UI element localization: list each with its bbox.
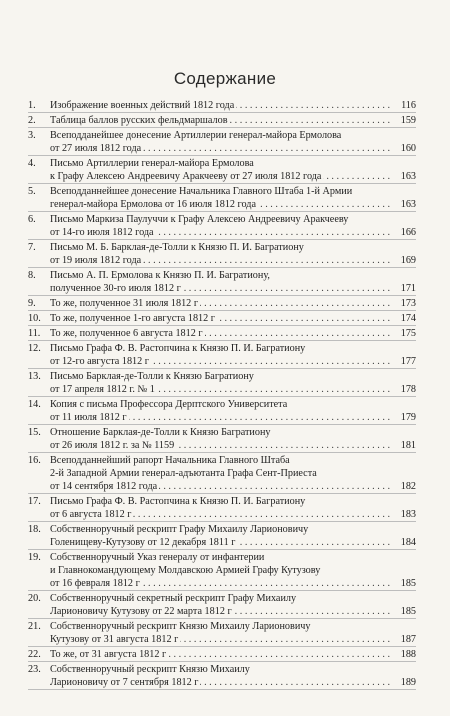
divider (28, 112, 416, 113)
toc-entry-number: 5. (28, 186, 36, 197)
divider (28, 493, 416, 494)
toc-entry-page: 163 (400, 171, 416, 182)
toc-entry-page: 177 (400, 356, 416, 367)
divider (28, 183, 416, 184)
toc-entry-page: 187 (400, 634, 416, 645)
toc-entry-title: Письмо М. Б. Барклая-де-Толли к Князю П. И. Багратиону (50, 242, 304, 253)
toc-entry-page: 175 (400, 328, 416, 339)
toc-entry-number: 8. (28, 270, 36, 281)
toc-entry-title: от 27 июля 1812 года (50, 143, 142, 154)
divider (28, 661, 416, 662)
toc-entry (28, 495, 416, 522)
divider (28, 267, 416, 268)
toc-entry (28, 312, 416, 326)
toc-entry-page: 173 (400, 298, 416, 309)
toc-entry-page: 189 (400, 677, 416, 688)
toc-entry-title: Ларионовичу Кутузову от 22 марта 1812 г (50, 606, 232, 617)
toc-entry (28, 398, 416, 425)
toc-entry-title: Всеподданнейшее донесение Начальника Главного Штаба 1-й Армии (50, 186, 353, 197)
toc-entry-title: Собственноручный секретный рескрипт Графу Михаилу (50, 593, 297, 604)
toc-entry-page: 159 (400, 115, 416, 126)
toc-entry-title: от 6 августа 1812 г (50, 509, 132, 520)
toc-entry-page: 185 (400, 606, 416, 617)
divider (28, 689, 416, 690)
toc-entry-number: 3. (28, 130, 36, 141)
toc-entry-title: 2-й Западной Армии генерал-адъютанта Графа Сент-Приеста (50, 468, 317, 479)
toc-entry-title: к Графу Алексею Андреевичу Аракчееву от 27 июля 1812 года (50, 171, 322, 182)
toc-entry-title: от 16 февраля 1812 г (50, 578, 140, 589)
toc-entry-number: 20. (28, 593, 41, 604)
toc-entry-page: 171 (400, 283, 416, 294)
toc-entry-number: 6. (28, 214, 36, 225)
divider (28, 424, 416, 425)
toc-entry-number: 1. (28, 100, 36, 111)
toc-entry-title: Всеподданейшее донесение Артиллерии генерал-майора Ермолова (50, 130, 342, 141)
toc-entry-title: Голенищеву-Кутузову от 12 декабря 1811 г (50, 537, 236, 548)
toc-entry (28, 620, 416, 647)
divider (28, 646, 416, 647)
divider (28, 239, 416, 240)
toc-entry-title: Письмо А. П. Ермолова к Князю П. И. Багратиону, (50, 270, 270, 281)
divider (28, 295, 416, 296)
toc-entry-title: Письмо Артиллерии генерал-майора Ермолова (50, 158, 254, 169)
toc-entry-number: 13. (28, 371, 41, 382)
toc-entry-title: То же, полученное 31 июля 1812 г (50, 298, 199, 309)
toc-entry (28, 342, 416, 369)
toc-entry-title: Собственноручный рескрипт Князю Михаилу Ларионовичу (50, 621, 311, 632)
page-title: Содержание (173, 69, 277, 88)
toc-entry-page: 182 (400, 481, 416, 492)
toc-entry (28, 241, 416, 268)
toc-entry-page: 184 (400, 537, 416, 548)
toc-entry-title: Собственноручный Указ генералу от инфантерии (50, 552, 265, 563)
toc-entry-title: и Главнокомандующему Молдавскою Армией Графу Кутузову (50, 565, 321, 576)
divider (28, 211, 416, 212)
divider (28, 549, 416, 550)
toc-entry-page: 181 (400, 440, 416, 451)
toc-entry-page: 169 (400, 255, 416, 266)
toc-entry (28, 523, 416, 550)
toc-entry-number: 12. (28, 343, 41, 354)
toc-entry-title: Копия с письма Профессора Дерптского Университета (50, 399, 288, 410)
toc-entry-title: Ларионовичу от 7 сентября 1812 г (50, 677, 199, 688)
toc-entry (28, 99, 416, 113)
toc-entry-page: 166 (400, 227, 416, 238)
toc-entry-number: 23. (28, 664, 41, 675)
toc-entry (28, 370, 416, 397)
toc-entry-page: 160 (400, 143, 416, 154)
toc-entry-number: 15. (28, 427, 41, 438)
toc-entry-number: 2. (28, 115, 36, 126)
toc-entry (28, 269, 416, 296)
toc-entry (28, 426, 416, 453)
toc-entry-page: 178 (400, 384, 416, 395)
toc-entry-page: 188 (400, 649, 416, 660)
toc-entry (28, 213, 416, 240)
toc-entry-title: То же, от 31 августа 1812 г (50, 649, 167, 660)
toc-entry-number: 17. (28, 496, 41, 507)
toc-entry-page: 174 (400, 313, 416, 324)
divider (28, 368, 416, 369)
divider (28, 618, 416, 619)
toc-entry-title: от 17 апреля 1812 г. № 1 (50, 384, 155, 395)
toc-entry-number: 4. (28, 158, 36, 169)
toc-entry-number: 21. (28, 621, 41, 632)
toc-entry (28, 327, 416, 341)
toc-entry-title: от 14 сентября 1812 года (50, 481, 158, 492)
toc-entry-number: 22. (28, 649, 41, 660)
toc-entry-title: Всеподданнейший рапорт Начальника Главного Штаба (50, 455, 290, 466)
toc-entry (28, 454, 416, 494)
toc-entry-title: от 19 июля 1812 года (50, 255, 142, 266)
toc-entry-title: Отношение Барклая-де-Толли к Князю Багратиону (50, 427, 271, 438)
toc-entry-number: 9. (28, 298, 36, 309)
toc-entry-page: 116 (401, 100, 416, 111)
toc-entry (28, 592, 416, 619)
divider (28, 340, 416, 341)
divider (28, 521, 416, 522)
divider (28, 452, 416, 453)
divider (28, 325, 416, 326)
toc-entry-number: 19. (28, 552, 41, 563)
toc-entry (28, 185, 416, 212)
toc-entry-page: 179 (400, 412, 416, 423)
toc-entry (28, 297, 416, 311)
divider (28, 590, 416, 591)
toc-entry-title: Письмо Графа Ф. В. Растопчина к Князю П. И. Багратиону (50, 496, 306, 507)
toc-entry-number: 14. (28, 399, 41, 410)
toc-entry-title: То же, полученное 6 августа 1812 г (50, 328, 203, 339)
toc-entry-number: 7. (28, 242, 36, 253)
toc-entry-title: Письмо Барклая-де-Толли к Князю Багратиону (50, 371, 254, 382)
toc-entry (28, 114, 416, 128)
toc-entry-title: от 14-го июля 1812 года (50, 227, 154, 238)
toc-entry-title: от 12-го августа 1812 г (50, 356, 149, 367)
toc-entry-title: Собственноручный рескрипт Графу Михаилу Ларионовичу (50, 524, 309, 535)
toc-entry-title: То же, полученное 1-го августа 1812 г (50, 313, 215, 324)
divider (28, 155, 416, 156)
toc-entry-page: 163 (400, 199, 416, 210)
toc-entry-number: 18. (28, 524, 41, 535)
toc-entry (28, 551, 416, 591)
toc-entry-number: 10. (28, 313, 41, 324)
toc-entry (28, 157, 416, 184)
toc-entry-title: Кутузову от 31 августа 1812 г (50, 634, 179, 645)
toc-entry-page: 183 (400, 509, 416, 520)
toc-entry-title: от 26 июля 1812 г. за № 1159 (50, 440, 175, 451)
toc-entry-title: Изображение военных действий 1812 года (50, 100, 235, 111)
divider (28, 310, 416, 311)
toc-entry-title: полученное 30-го июля 1812 г (50, 283, 181, 294)
toc-entry (28, 663, 416, 690)
toc-entry-title: Таблица баллов русских фельдмаршалов (50, 115, 228, 126)
toc-entry-title: Письмо Графа Ф. В. Растопчина к Князю П. И. Багратиону (50, 343, 306, 354)
toc-entry-title: генерал-майора Ермолова от 16 июля 1812 года (50, 199, 256, 210)
toc-entry-title: Письмо Маркиза Паулуччи к Графу Алексею Андреевичу Аракчееву (50, 214, 349, 225)
table-of-contents (28, 99, 416, 691)
divider (28, 127, 416, 128)
toc-entry (28, 129, 416, 156)
toc-entry-title: от 11 июля 1812 г (50, 412, 127, 423)
toc-entry-title: Собственноручный рескрипт Князю Михаилу (50, 664, 250, 675)
toc-entry-page: 185 (400, 578, 416, 589)
toc-entry-number: 16. (28, 455, 41, 466)
toc-entry (28, 648, 416, 662)
toc-entry-number: 11. (28, 328, 41, 339)
divider (28, 396, 416, 397)
